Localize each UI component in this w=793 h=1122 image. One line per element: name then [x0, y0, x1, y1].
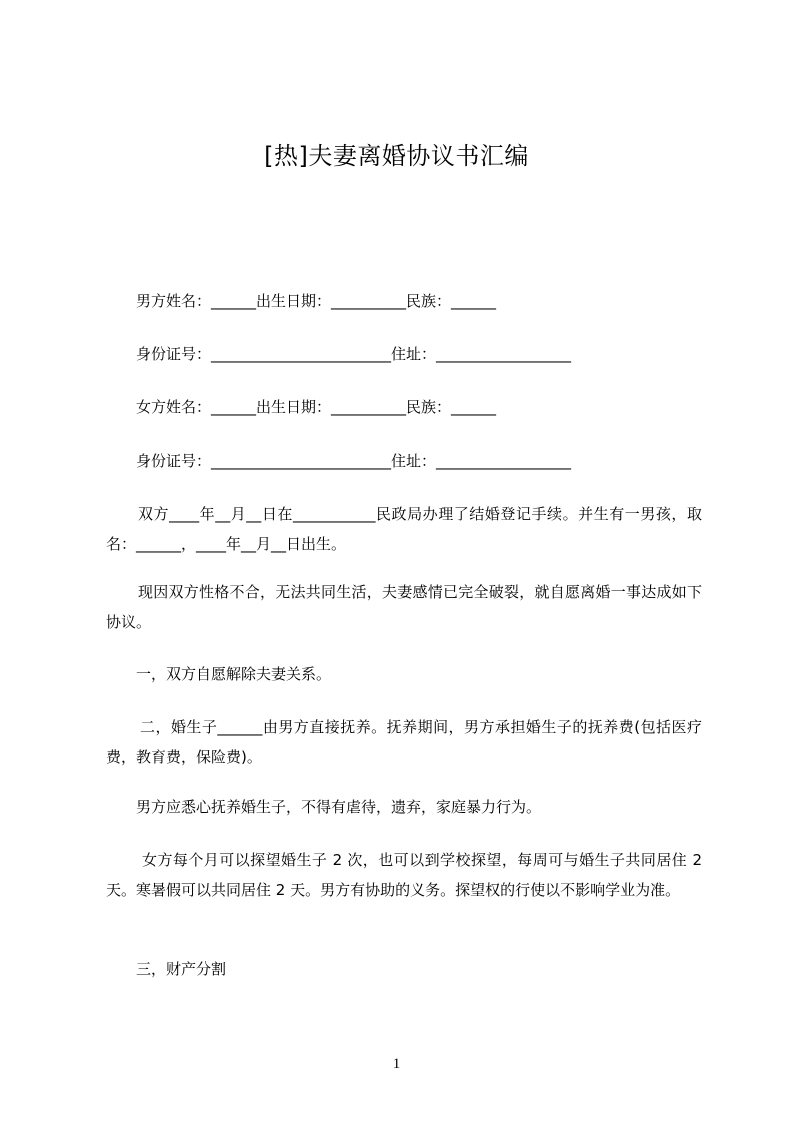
- document-title: [热]夫妻离婚协议书汇编: [264, 142, 529, 170]
- visitation-paragraph: 女方每个月可以探望婚生子 2 次，也可以到学校探望，每周可与婚生子共同居住 2 天。寒暑假可以共同居住 2 天。男方有协助的义务。探望权的行使以不影响学业为准。: [106, 851, 702, 899]
- clause-2-care-note: 男方应悉心抚养婚生子，不得有虐待，遗弃，家庭暴力行为。: [136, 798, 542, 816]
- page-number: 1: [392, 1056, 401, 1072]
- clause-2-custody: 二，婚生子______由男方直接抚养。抚养期间，男方承担婚生子的抚养费(包括医疗费，教育费，保险费)。: [106, 718, 702, 766]
- separation-reason-paragraph: 现因双方性格不合，无法共同生活，夫妻感情已完全破裂，就自愿离婚一事达成如下协议。: [106, 583, 702, 631]
- husband-info-line: 男方姓名：______出生日期：__________民族：______: [136, 292, 497, 310]
- wife-id-address-line: 身份证号：________________________住址：__________________: [136, 452, 572, 470]
- husband-id-address-line: 身份证号：________________________住址：__________________: [136, 345, 572, 363]
- wife-info-line: 女方姓名：______出生日期：__________民族：______: [136, 398, 497, 416]
- marriage-registration-paragraph: 双方____年__月__日在___________民政局办理了结婚登记手续。并生有一男孩，取名：______，____年__月__日出生。: [106, 505, 702, 553]
- clause-1-dissolution: 一，双方自愿解除夫妻关系。: [136, 665, 332, 683]
- clause-3-property-division: 三，财产分割: [136, 960, 227, 978]
